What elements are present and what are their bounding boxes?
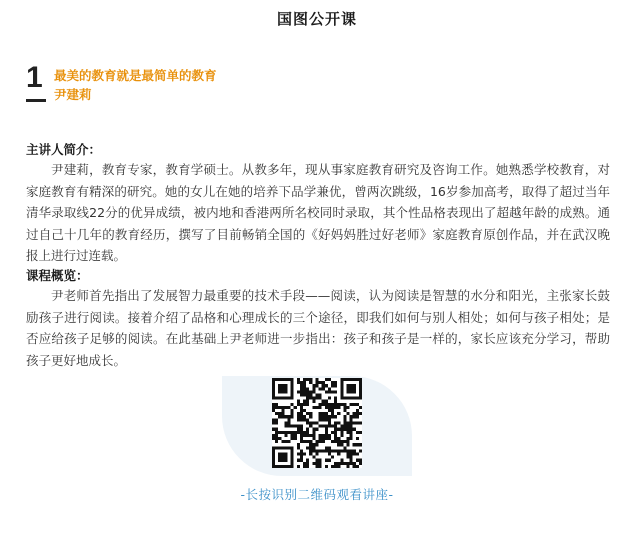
course-overview-heading: 课程概览：: [26, 268, 89, 283]
lecture-speaker: 尹建莉: [54, 87, 92, 102]
lecture-number: 1: [26, 61, 43, 94]
speaker-intro-text: 尹建莉，教育专家，教育学硕士。从教多年，现从事家庭教育研究及咨询工作。她熟悉学校教育，对家庭教育有精深的研究。她的女儿在她的培养下品学兼优，曾两次跳级，16岁参加高考，取得了超过当年清华录取线22分的优异成绩，被内地和香港两所名校同时录取，其个性品格表现出了超越年龄的成熟。通过自己十几年的教育经历，撰写了目前畅销全国的《好妈妈胜过好老师》家庭教育原创作品，并在武汉晚报上进行过连载。: [26, 162, 610, 264]
qr-code-icon[interactable]: [272, 378, 362, 468]
page-title: 国图公开课: [276, 10, 357, 28]
course-overview-text: 尹老师首先指出了发展智力最重要的技术手段——阅读，认为阅读是智慧的水分和阳光，主张家长鼓励孩子进行阅读。接着介绍了品格和心理成长的三个途径，即我们如何与别人相处；如何与孩子相处；是否应给孩子足够的阅读。在此基础上尹老师进一步指出：孩子和孩子是一样的，家长应该充分学习，帮助孩子更好地成长。: [26, 288, 610, 368]
lecture-title: 最美的教育就是最简单的教育: [54, 68, 217, 83]
speaker-intro-heading: 主讲人简介：: [26, 142, 102, 157]
lecture-number-underline: [26, 99, 46, 102]
qr-caption: -长按识别二维码观看讲座-: [240, 487, 394, 502]
qr-code-graphic: [272, 378, 362, 468]
